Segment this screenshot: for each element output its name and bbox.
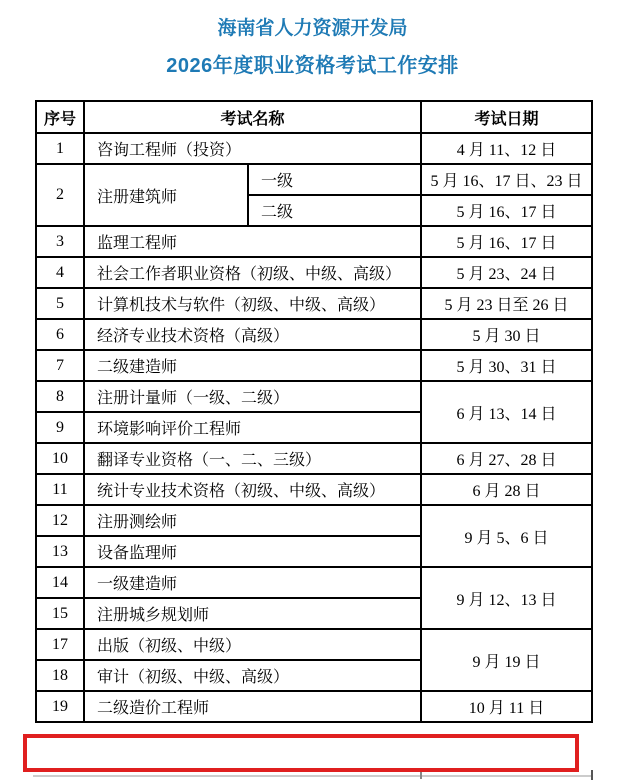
exam-name-cell: 注册建筑师 [84, 164, 248, 226]
row-number-cell: 5 [36, 288, 84, 319]
exam-name-cell: 统计专业技术资格（初级、中级、高级） [84, 474, 421, 505]
exam-name-cell: 一级建造师 [84, 567, 421, 598]
row-number-cell: 17 [36, 629, 84, 660]
exam-date-cell: 6 月 13、14 日 [421, 381, 592, 443]
row-number-cell: 12 [36, 505, 84, 536]
exam-date-cell: 5 月 23 日至 26 日 [421, 288, 592, 319]
exam-date-cell: 5 月 30、31 日 [421, 350, 592, 381]
exam-level-cell: 二级 [248, 195, 421, 226]
row-number-cell: 14 [36, 567, 84, 598]
exam-name-cell: 注册城乡规划师 [84, 598, 421, 629]
table-row [36, 350, 592, 381]
row-number-cell: 1 [36, 133, 84, 164]
exam-name-cell: 出版（初级、中级） [84, 629, 421, 660]
table-cut-edge-right [591, 770, 593, 780]
table-row [36, 567, 592, 598]
row-number-cell: 9 [36, 412, 84, 443]
col-header-no: 序号 [36, 101, 84, 133]
table-row [36, 629, 592, 660]
exam-name-cell: 经济专业技术资格（高级） [84, 319, 421, 350]
table-row [36, 381, 592, 412]
exam-date-cell: 6 月 27、28 日 [421, 443, 592, 474]
exam-date-cell: 5 月 16、17 日 [421, 195, 592, 226]
exam-name-cell: 环境影响评价工程师 [84, 412, 421, 443]
table-row [36, 288, 592, 319]
exam-name-cell: 注册计量师（一级、二级） [84, 381, 421, 412]
table-row [36, 257, 592, 288]
row-number-cell: 7 [36, 350, 84, 381]
exam-date-cell: 4 月 11、12 日 [421, 133, 592, 164]
exam-date-cell: 5 月 30 日 [421, 319, 592, 350]
table-row [36, 226, 592, 257]
exam-level-cell: 一级 [248, 164, 421, 195]
exam-name-cell: 二级建造师 [84, 350, 421, 381]
row-number-cell: 13 [36, 536, 84, 567]
exam-name-cell: 设备监理师 [84, 536, 421, 567]
highlight-box [23, 734, 579, 772]
row-number-cell: 18 [36, 660, 84, 691]
exam-name-cell: 二级造价工程师 [84, 691, 421, 722]
row-number-cell: 10 [36, 443, 84, 474]
table-row [36, 505, 592, 536]
table-row [36, 133, 592, 164]
table-cut-edge-mid [420, 772, 422, 779]
row-number-cell: 8 [36, 381, 84, 412]
row-number-cell: 15 [36, 598, 84, 629]
page-title: 2026年度职业资格考试工作安排 [166, 55, 459, 77]
exam-name-cell: 审计（初级、中级、高级） [84, 660, 421, 691]
exam-date-cell: 9 月 19 日 [421, 629, 592, 691]
exam-name-cell: 社会工作者职业资格（初级、中级、高级） [84, 257, 421, 288]
table-row [36, 443, 592, 474]
exam-date-cell: 9 月 12、13 日 [421, 567, 592, 629]
row-number-cell: 6 [36, 319, 84, 350]
exam-name-cell: 咨询工程师（投资） [84, 133, 421, 164]
table-row [36, 164, 592, 195]
exam-date-cell: 5 月 16、17 日 [421, 226, 592, 257]
header-row [36, 101, 592, 133]
org-title: 海南省人力资源开发局 [217, 18, 408, 39]
col-header-name: 考试名称 [84, 101, 421, 133]
col-header-date: 考试日期 [421, 101, 592, 133]
exam-date-cell: 5 月 16、17 日、23 日 [421, 164, 592, 195]
exam-date-cell: 6 月 28 日 [421, 474, 592, 505]
exam-date-cell: 10 月 11 日 [421, 691, 592, 722]
exam-name-cell: 翻译专业资格（一、二、三级） [84, 443, 421, 474]
exam-date-cell: 5 月 23、24 日 [421, 257, 592, 288]
table-row [36, 319, 592, 350]
cropped-row-hint [33, 775, 593, 777]
exam-schedule-table [35, 100, 593, 723]
table-row-highlighted [36, 691, 592, 722]
row-number-cell: 2 [36, 164, 84, 226]
row-number-cell: 3 [36, 226, 84, 257]
exam-date-cell: 9 月 5、6 日 [421, 505, 592, 567]
exam-name-cell: 计算机技术与软件（初级、中级、高级） [84, 288, 421, 319]
row-number-cell: 11 [36, 474, 84, 505]
exam-name-cell: 注册测绘师 [84, 505, 421, 536]
row-number-cell: 19 [36, 691, 84, 722]
table-row [36, 474, 592, 505]
row-number-cell: 4 [36, 257, 84, 288]
exam-name-cell: 监理工程师 [84, 226, 421, 257]
